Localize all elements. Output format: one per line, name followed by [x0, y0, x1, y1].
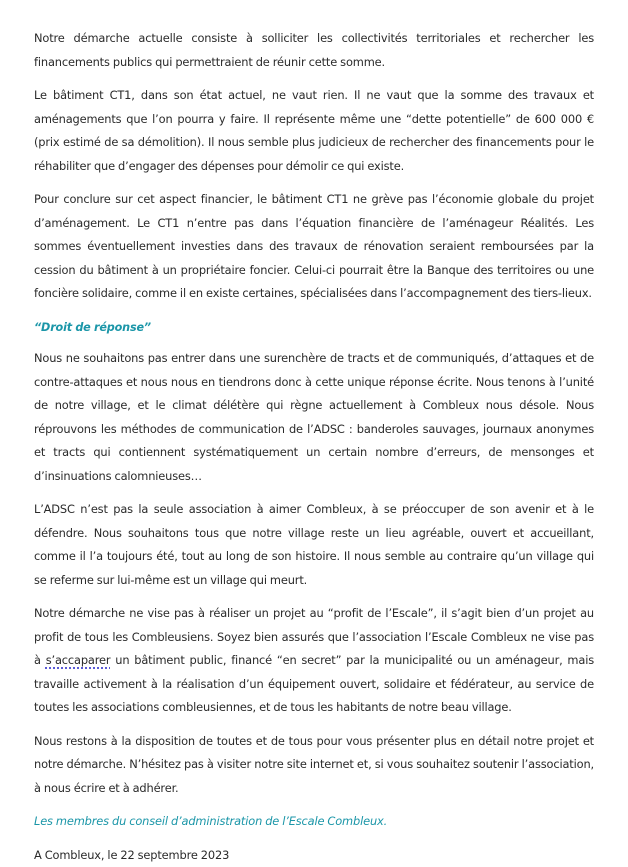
paragraph-text: Notre démarche ne vise pas à réaliser un projet au “profit de l’Escale”, il s’agit bien d’un projet au profit de tous les Combleusiens. Soyez bien assurés que l’association l’Escale Combleux ne vise pas à: [34, 606, 594, 667]
paragraph-availability: Nous restons à la disposition de toutes et de tous pour vous présenter plus en détail notre projet et notre démarche. N’hésitez pas à visiter notre site internet et, si vous souhaitez soutenir l’association, à nous écrire et à adhérer.: [34, 730, 594, 801]
signature: Les membres du conseil d’administration de l’Escale Combleux.: [34, 810, 594, 834]
paragraph-response: Nous ne souhaitons pas entrer dans une surenchère de tracts et de communiqués, d’attaques et de contre-attaques et nous nous en tiendrons donc à cette unique réponse écrite. Nous tenons à l’unité de notre village, et le climat délétère qui règne actuellement à Combleux nous désole. Nous réprouvons les méthodes de communication de l’ADSC : banderoles sauvages, journaux anonymes et tracts qui contiennent systématiquement un certain nombre d’erreurs, de mensonges et d’insinuations calomnieuses…: [34, 347, 594, 488]
paragraph-adsc: L’ADSC n’est pas la seule association à aimer Combleux, à se préoccuper de son avenir et à le défendre. Nous souhaitons tous que notre village reste un lieu agréable, ouvert et accueillant, comme il l’a toujours été, tout au long de son histoire. Il nous semble au contraire qu’un village qui se referme sur lui-même est un village qui meurt.: [34, 498, 594, 592]
date-line: A Combleux, le 22 septembre 2023: [34, 844, 594, 867]
paragraph-ct1-value: Le bâtiment CT1, dans son état actuel, ne vaut rien. Il ne vaut que la somme des travaux et aménagements que l’on pourra y faire. Il représente même une “dette potentielle” de 600 000 € (prix estimé de sa démolition). Il nous semble plus judicieux de rechercher des financements pour le réhabiliter que d’engager des dépenses pour démolir ce qui existe.: [34, 84, 594, 178]
paragraph-project-purpose: [34, 602, 594, 720]
section-heading-droit-de-reponse: “Droit de réponse”: [34, 316, 594, 340]
paragraph-text: un bâtiment public, financé “en secret” par la municipalité ou un aménageur, mais travaille activement à la réalisation d’un équipement ouvert, solidaire et fédérateur, au service de toutes les associations combleusiennes, et de tous les habitants de notre beau village.: [34, 653, 594, 714]
paragraph-financial-conclusion: Pour conclure sur cet aspect financier, le bâtiment CT1 ne grève pas l’économie globale du projet d’aménagement. Le CT1 n’entre pas dans l’équation financière de l’aménageur Réalités. Les sommes éventuellement investies dans des travaux de rénovation seraient remboursées par la cession du bâtiment à un propriétaire foncier. Celui-ci pourrait être la Banque des territoires ou une foncière solidaire, comme il en existe certaines, spécialisées dans l’accompagnement des tiers-lieux.: [34, 188, 594, 306]
paragraph-funding-approach: Notre démarche actuelle consiste à solliciter les collectivités territoriales et rechercher les financements publics qui permettraient de réunir cette somme.: [34, 27, 594, 74]
spellcheck-flagged-word[interactable]: s’accaparer: [46, 653, 111, 667]
